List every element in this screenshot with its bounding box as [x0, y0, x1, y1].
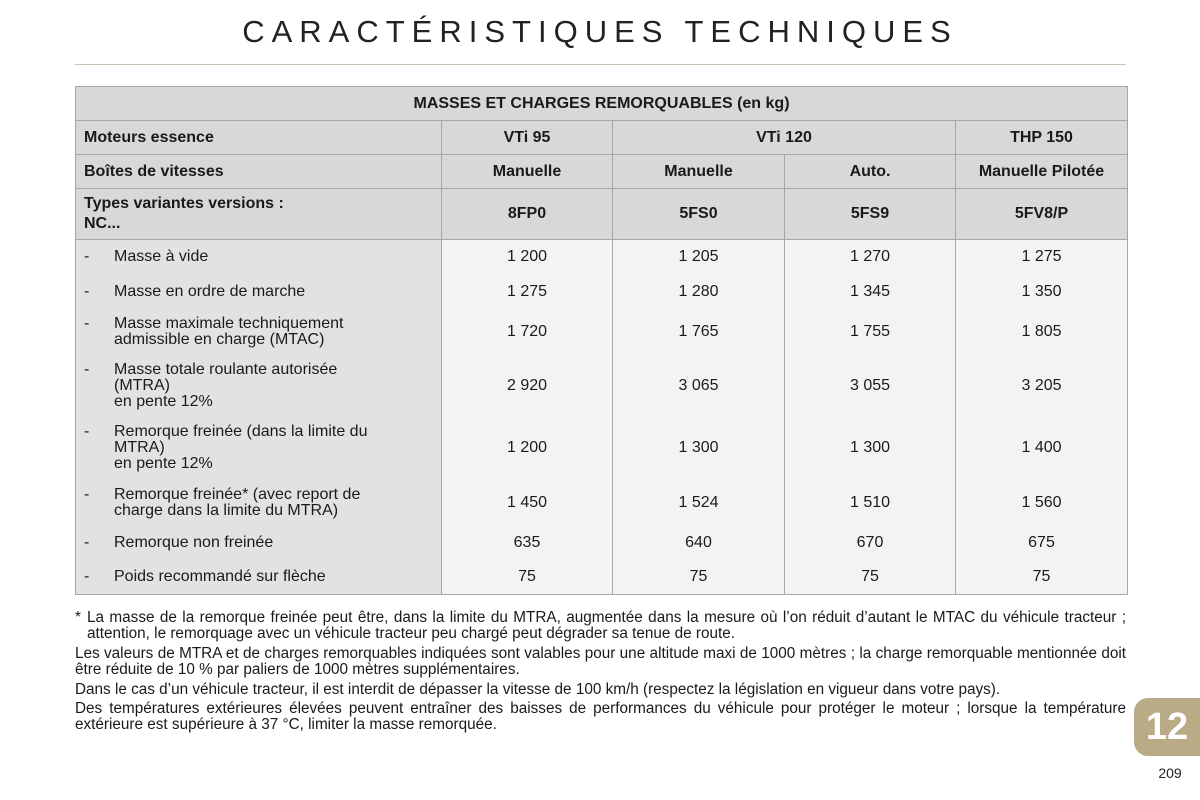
- row-label: [76, 355, 442, 417]
- table-row: [76, 275, 1128, 309]
- row-value: 1 450: [442, 480, 613, 526]
- masses-table: [75, 86, 1128, 595]
- row-value: 1 345: [785, 275, 956, 309]
- row-label: [76, 309, 442, 355]
- row-value: 1 350: [956, 275, 1128, 309]
- row-label: [76, 417, 442, 480]
- row-label: [76, 480, 442, 526]
- gearbox-header: Manuelle: [613, 155, 785, 189]
- row-label-line: en pente 12%: [114, 392, 213, 410]
- row-value: 1 765: [613, 309, 785, 355]
- row-value: 75: [956, 560, 1128, 595]
- row-value: 1 280: [613, 275, 785, 309]
- row-dash: -: [84, 360, 90, 378]
- footnote-mark: *: [75, 609, 81, 626]
- row-dash: -: [84, 485, 90, 503]
- table-row: [76, 309, 1128, 355]
- row-label: [76, 526, 442, 560]
- row-value: 1 200: [442, 240, 613, 275]
- title-divider: [75, 64, 1126, 65]
- row-label-line: Remorque non freinée: [114, 533, 274, 551]
- type-code: 8FP0: [442, 189, 613, 240]
- table-caption: MASSES ET CHARGES REMORQUABLES (en kg): [76, 87, 1128, 121]
- row-label-line: Remorque freinée (dans la limite du: [114, 423, 368, 440]
- row-value: 1 720: [442, 309, 613, 355]
- row-value: 1 755: [785, 309, 956, 355]
- row-label-line: en pente 12%: [114, 455, 213, 472]
- gearbox-row: [76, 155, 1128, 189]
- row-value: 3 065: [613, 355, 785, 417]
- type-code: 5FV8/P: [956, 189, 1128, 240]
- note-paragraph: Dans le cas d’un véhicule tracteur, il est interdit de dépasser la vitesse de 100 km/h (respectez la législation en vigueur dans votre pays).: [75, 680, 1001, 698]
- page-number: 209: [1158, 765, 1182, 781]
- table-row: [76, 240, 1128, 275]
- row-label: [76, 560, 442, 595]
- row-label-line: Masse totale roulante autorisée: [114, 360, 338, 378]
- row-value: 75: [785, 560, 956, 595]
- row-dash: -: [84, 567, 90, 585]
- row-value: 75: [442, 560, 613, 595]
- row-label-line: MTRA): [114, 439, 165, 456]
- row-value: 1 275: [956, 240, 1128, 275]
- row-value: 640: [613, 526, 785, 560]
- row-value: 1 270: [785, 240, 956, 275]
- row-dash: -: [84, 282, 90, 300]
- row-label: [76, 275, 442, 309]
- types-label: [76, 189, 442, 240]
- engine-header: VTi 120: [613, 121, 956, 155]
- row-value: 1 200: [442, 417, 613, 480]
- engines-label: Moteurs essence: [76, 121, 442, 155]
- table-row: [76, 526, 1128, 560]
- gearbox-header: Manuelle: [442, 155, 613, 189]
- row-value: 1 560: [956, 480, 1128, 526]
- row-dash: -: [84, 423, 90, 440]
- table-caption-row: [76, 87, 1128, 121]
- masses-table-container: [75, 86, 1127, 595]
- row-value: 1 205: [613, 240, 785, 275]
- footnote-text: La masse de la remorque freinée peut être, dans la limite du MTRA, augmentée dans la mesure où l’on réduit d’autant le MTAC du véhicule tracteur ; attention, le remorquage avec un véhicule tracteur peu chargé peut dégrader sa tenue de route.: [87, 609, 1126, 643]
- note-paragraph: Les valeurs de MTRA et de charges remorquables indiquées sont valables pour une altitude maxi de 1000 mètres ; la charge remorquable mentionnée doit être réduite de 10 % par paliers de 1000 mètres supplémentaires.: [75, 644, 1126, 679]
- page-title: CARACTÉRISTIQUES TECHNIQUES: [242, 14, 958, 49]
- table-row: [76, 480, 1128, 526]
- types-label-line: NC...: [84, 215, 121, 232]
- table-row: [76, 560, 1128, 595]
- engine-header: VTi 95: [442, 121, 613, 155]
- types-label-line: Types variantes versions :: [84, 195, 284, 212]
- row-label-line: Masse en ordre de marche: [114, 282, 306, 300]
- row-label-line: (MTRA): [114, 376, 170, 394]
- row-label-line: Poids recommandé sur flèche: [114, 567, 326, 585]
- row-label-line: Masse à vide: [114, 248, 209, 266]
- row-dash: -: [84, 314, 90, 332]
- row-value: 1 524: [613, 480, 785, 526]
- row-value: 1 300: [785, 417, 956, 480]
- table-row: [76, 355, 1128, 417]
- row-value: 670: [785, 526, 956, 560]
- table-row: [76, 417, 1128, 480]
- gearbox-header: Auto.: [785, 155, 956, 189]
- gearbox-label: Boîtes de vitesses: [76, 155, 442, 189]
- row-value: 1 805: [956, 309, 1128, 355]
- row-value: 75: [613, 560, 785, 595]
- row-value: 3 205: [956, 355, 1128, 417]
- notes: [75, 610, 1126, 737]
- row-label-line: charge dans la limite du MTRA): [114, 501, 339, 519]
- row-dash: -: [84, 533, 90, 551]
- row-value: 1 300: [613, 417, 785, 480]
- row-label-line: admissible en charge (MTAC): [114, 330, 325, 348]
- row-label-line: Masse maximale techniquement: [114, 314, 344, 332]
- row-value: 3 055: [785, 355, 956, 417]
- row-value: 675: [956, 526, 1128, 560]
- row-value: 1 275: [442, 275, 613, 309]
- type-code: 5FS9: [785, 189, 956, 240]
- footnote: [75, 610, 1126, 643]
- gearbox-header: Manuelle Pilotée: [956, 155, 1128, 189]
- row-value: 1 510: [785, 480, 956, 526]
- row-value: 2 920: [442, 355, 613, 417]
- chapter-tab: 12: [1134, 698, 1200, 756]
- row-value: 1 400: [956, 417, 1128, 480]
- types-row: [76, 189, 1128, 240]
- engines-row: [76, 121, 1128, 155]
- row-value: 635: [442, 526, 613, 560]
- row-label: [76, 240, 442, 275]
- note-paragraph: Des températures extérieures élevées peuvent entraîner des baisses de performances du véhicule pour protéger le moteur ; lorsque la température extérieure est supérieure à 37 °C, limiter la masse remorquée.: [75, 700, 1126, 734]
- row-label-line: Remorque freinée* (avec report de: [114, 485, 361, 503]
- row-dash: -: [84, 248, 90, 266]
- engine-header: THP 150: [956, 121, 1128, 155]
- type-code: 5FS0: [613, 189, 785, 240]
